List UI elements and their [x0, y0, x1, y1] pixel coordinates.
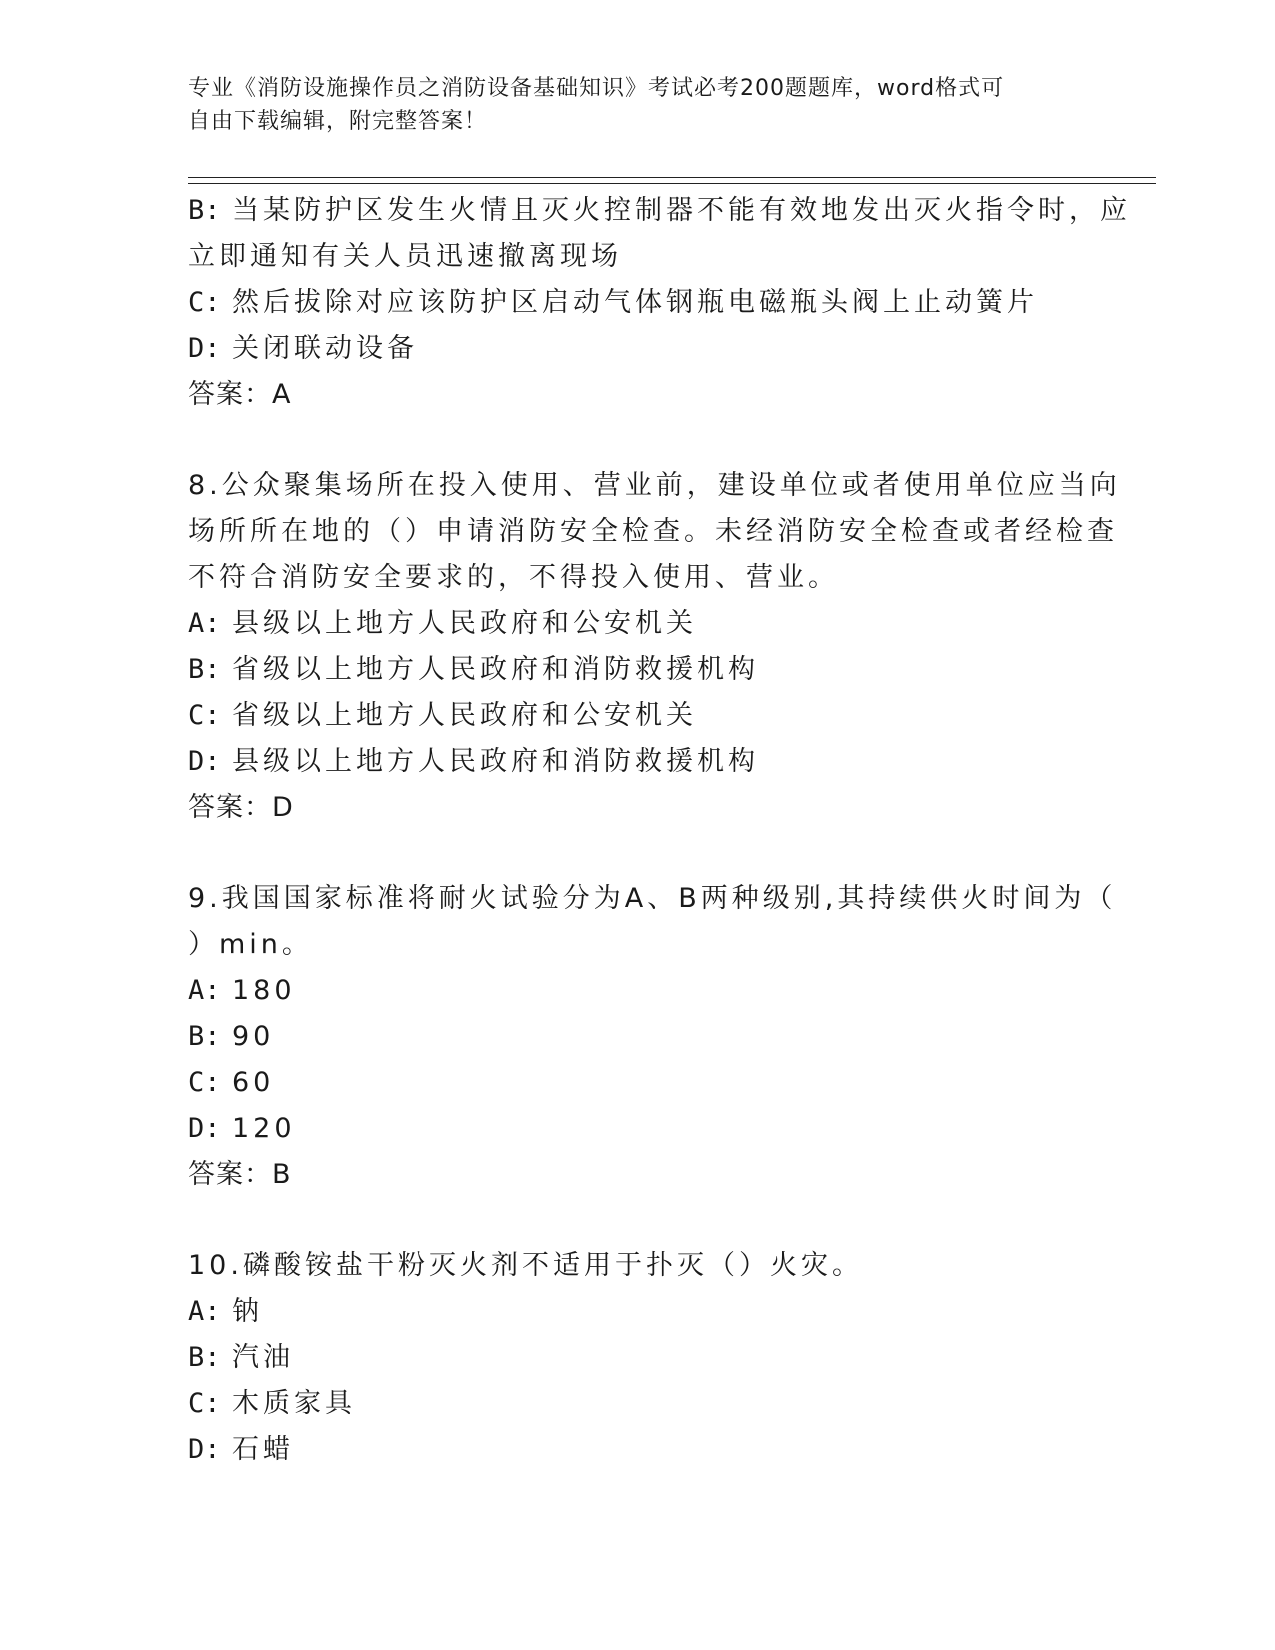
- question-9: [188, 876, 1117, 1198]
- option-key: B:: [188, 1342, 221, 1373]
- option-b-continued: 立即通知有关人员迅速撤离现场: [188, 241, 622, 272]
- option-d: [188, 739, 1088, 785]
- question-8: [188, 463, 1121, 831]
- option-a: [188, 968, 1088, 1014]
- option-c: [188, 1060, 1088, 1106]
- option-key: D:: [188, 333, 221, 364]
- option-a: [188, 601, 1088, 647]
- option-text: 钠: [232, 1296, 263, 1327]
- spacer: [188, 831, 1088, 876]
- spacer: [188, 418, 1088, 463]
- option-key: C:: [188, 1067, 221, 1098]
- option-text: 省级以上地方人民政府和消防救援机构: [232, 654, 759, 685]
- option-text: 当某防护区发生火情且灭火控制器不能有效地发出灭火指令时，应: [232, 195, 1131, 226]
- option-d: [188, 1427, 1088, 1473]
- option-key: B:: [188, 1021, 221, 1052]
- option-text: 60: [232, 1067, 275, 1098]
- option-text: 然后拔除对应该防护区启动气体钢瓶电磁瓶头阀上止动簧片: [232, 287, 1038, 318]
- option-key: D:: [188, 1113, 221, 1144]
- question-stem: 不符合消防安全要求的，不得投入使用、营业。: [188, 562, 839, 593]
- answer-line: 答案：A: [188, 379, 292, 410]
- option-text: 180: [232, 975, 296, 1006]
- question-list: [188, 188, 1131, 1473]
- option-b: [188, 188, 1131, 234]
- option-key: A:: [188, 608, 221, 639]
- option-text: 县级以上地方人民政府和消防救援机构: [232, 746, 759, 777]
- option-key: C:: [188, 1388, 221, 1419]
- option-a: [188, 1289, 1088, 1335]
- option-text: 木质家具: [232, 1388, 356, 1419]
- header-divider-top: [188, 177, 1156, 178]
- answer-line: 答案：D: [188, 792, 294, 823]
- option-text: 汽油: [232, 1342, 294, 1373]
- option-key: D:: [188, 746, 221, 777]
- question-stem: 8.公众聚集场所在投入使用、营业前，建设单位或者使用单位应当向: [188, 470, 1121, 501]
- option-b: [188, 1335, 1088, 1381]
- option-text: 县级以上地方人民政府和公安机关: [232, 608, 697, 639]
- option-key: C:: [188, 700, 221, 731]
- option-text: 石蜡: [232, 1434, 294, 1465]
- option-d: [188, 326, 1088, 372]
- option-text: 省级以上地方人民政府和公安机关: [232, 700, 697, 731]
- option-text: 120: [232, 1113, 296, 1144]
- question-stem: 场所所在地的（）申请消防安全检查。未经消防安全检查或者经检查: [188, 516, 1118, 547]
- option-c: [188, 693, 1088, 739]
- question-stem: 9.我国国家标准将耐火试验分为A、B两种级别,其持续供火时间为（: [188, 883, 1117, 914]
- header-divider-bottom: [188, 183, 1156, 184]
- option-text: 90: [232, 1021, 275, 1052]
- option-key: B:: [188, 654, 221, 685]
- header-line-1: 专业《消防设施操作员之消防设备基础知识》考试必考200题题库，word格式可: [188, 76, 1005, 101]
- option-key: D:: [188, 1434, 221, 1465]
- option-c: [188, 1381, 1088, 1427]
- question-7-options: [188, 188, 1131, 418]
- option-b: [188, 1014, 1088, 1060]
- option-b: [188, 647, 1088, 693]
- header-line-2: 自由下载编辑，附完整答案！: [188, 109, 488, 134]
- document-header: [188, 72, 1088, 138]
- option-d: [188, 1106, 1088, 1152]
- option-key: C:: [188, 287, 221, 318]
- option-text: 关闭联动设备: [232, 333, 418, 364]
- option-key: B:: [188, 195, 221, 226]
- question-stem: 10.磷酸铵盐干粉灭火剂不适用于扑灭（）火灾。: [188, 1250, 863, 1281]
- question-10: [188, 1243, 1088, 1473]
- option-c: [188, 280, 1088, 326]
- question-stem: ）min。: [188, 929, 313, 960]
- spacer: [188, 1198, 1088, 1243]
- option-key: A:: [188, 975, 221, 1006]
- answer-line: 答案：B: [188, 1159, 292, 1190]
- option-key: A:: [188, 1296, 221, 1327]
